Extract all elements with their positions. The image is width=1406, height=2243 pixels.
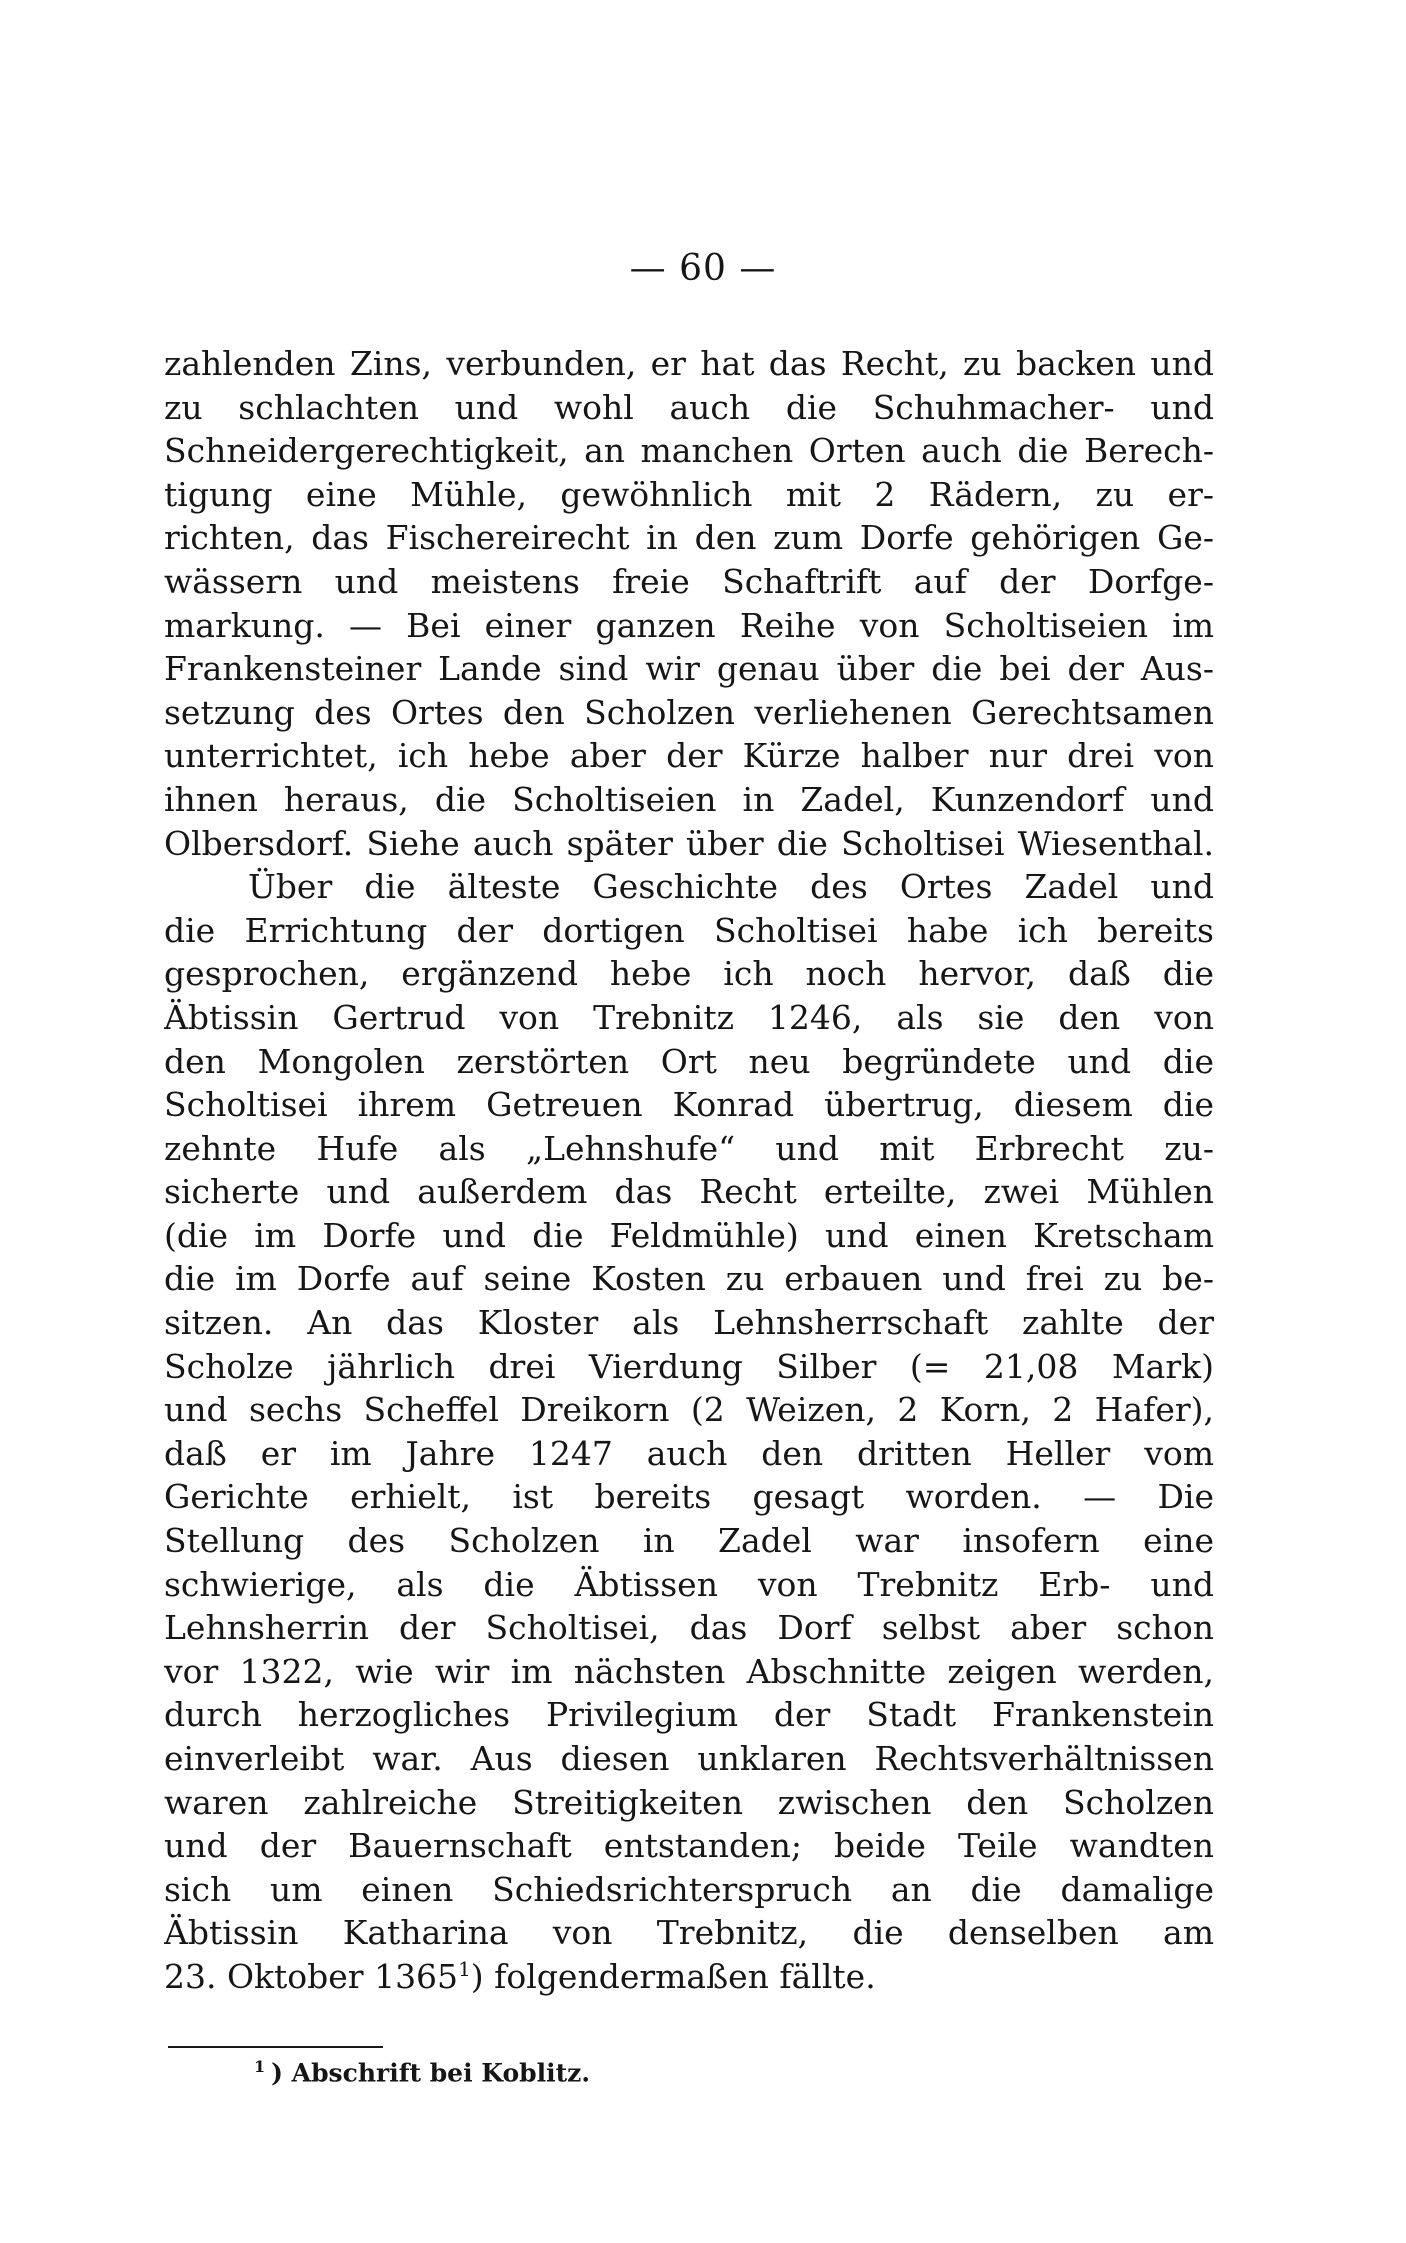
text-line: die im Dorfe auf seine Kosten zu erbauen und frei zu be- (164, 1259, 1214, 1299)
text-line: durch herzogliches Privilegium der Stadt Frankenstein (164, 1695, 1214, 1735)
body-text (164, 342, 1214, 1999)
text-line: Olbersdorf. Siehe auch später über die Scholtisei Wiesenthal. (164, 823, 1214, 863)
footnote (254, 2057, 590, 2087)
text-line: waren zahlreiche Streitigkeiten zwischen den Scholzen (164, 1782, 1214, 1822)
text-line: Schneidergerechtigkeit, an manchen Orten auch die Berech- (164, 431, 1214, 471)
text-line: Gerichte erhielt, ist bereits gesagt worden. — Die (164, 1477, 1214, 1517)
text-line: den Mongolen zerstörten Ort neu begründete und die (164, 1041, 1214, 1081)
text-line: richten, das Fischereirecht in den zum Dorfe gehörigen Ge- (164, 518, 1214, 558)
text-line: die Errichtung der dortigen Scholtisei habe ich bereits (164, 910, 1214, 950)
text-line: einverleibt war. Aus diesen unklaren Rechtsverhältnissen (164, 1739, 1214, 1778)
text-line: Scholze jährlich drei Vierdung Silber (= 21,08 Mark) (164, 1346, 1214, 1386)
text-line: Scholtisei ihrem Getreuen Konrad übertrug, diesem die (164, 1085, 1214, 1125)
text-line: schwierige, als die Äbtissen von Trebnitz Erb- und (164, 1564, 1214, 1604)
text-line: gesprochen, ergänzend hebe ich noch hervor, daß die (164, 954, 1214, 994)
text-line: Frankensteiner Lande sind wir genau über die bei der Aus- (164, 649, 1214, 689)
text-line: ihnen heraus, die Scholtiseien in Zadel, Kunzendorf und (164, 779, 1214, 819)
text-line: Stellung des Scholzen in Zadel war insofern eine (164, 1521, 1214, 1561)
text-line: daß er im Jahre 1247 auch den dritten Heller vom (164, 1433, 1214, 1473)
last-line-rest: ) folgendermaßen fällte. (470, 1956, 876, 1996)
last-line-text: 23. Oktober 1365 (164, 1956, 459, 1996)
text-line: zehnte Hufe als „Lehnshufe“ und mit Erbrecht zu- (164, 1128, 1214, 1168)
text-line: vor 1322, wie wir im nächsten Abschnitte zeigen werden, (164, 1651, 1214, 1691)
text-line: unterrichtet, ich hebe aber der Kürze halber nur drei von (164, 736, 1214, 776)
text-line: Lehnsherrin der Scholtisei, das Dorf selbst aber schon (164, 1608, 1214, 1648)
last-text-line (164, 1955, 1214, 1999)
text-line: zu schlachten und wohl auch die Schuhmacher- und (164, 387, 1214, 427)
text-line: sich um einen Schiedsrichterspruch an die damalige (164, 1869, 1214, 1909)
text-line: wässern und meistens freie Schaftrift auf der Dorfge- (164, 561, 1214, 601)
paragraph-start-line: Über die älteste Geschichte des Ortes Zadel und (248, 867, 1214, 907)
page-number: — 60 — (629, 248, 777, 289)
text-line: markung. — Bei einer ganzen Reihe von Scholtiseien im (164, 605, 1214, 645)
footnote-divider (168, 2046, 383, 2048)
text-line: Äbtissin Gertrud von Trebnitz 1246, als sie den von (164, 997, 1214, 1037)
footnote-text: ) Abschrift bei Koblitz. (271, 2058, 591, 2088)
text-line: sitzen. An das Kloster als Lehnsherrschaft zahlte der (164, 1303, 1214, 1343)
text-line: tigung eine Mühle, gewöhnlich mit 2 Rädern, zu er- (164, 474, 1214, 514)
text-line: und der Bauernschaft entstanden; beide Teile wandten (164, 1826, 1214, 1866)
text-line: und sechs Scheffel Dreikorn (2 Weizen, 2 Korn, 2 Hafer), (164, 1390, 1214, 1430)
text-line: Äbtissin Katharina von Trebnitz, die denselben am (164, 1913, 1214, 1953)
footnote-reference: 1 (458, 1956, 471, 1981)
text-line: (die im Dorfe und die Feldmühle) und einen Kretscham (164, 1215, 1214, 1255)
text-line: setzung des Ortes den Scholzen verliehenen Gerechtsamen (164, 692, 1214, 732)
text-line: zahlenden Zins, verbunden, er hat das Recht, zu backen und (164, 344, 1214, 383)
text-line: sicherte und außerdem das Recht erteilte, zwei Mühlen (164, 1172, 1214, 1212)
footnote-mark: 1 (254, 2057, 266, 2076)
